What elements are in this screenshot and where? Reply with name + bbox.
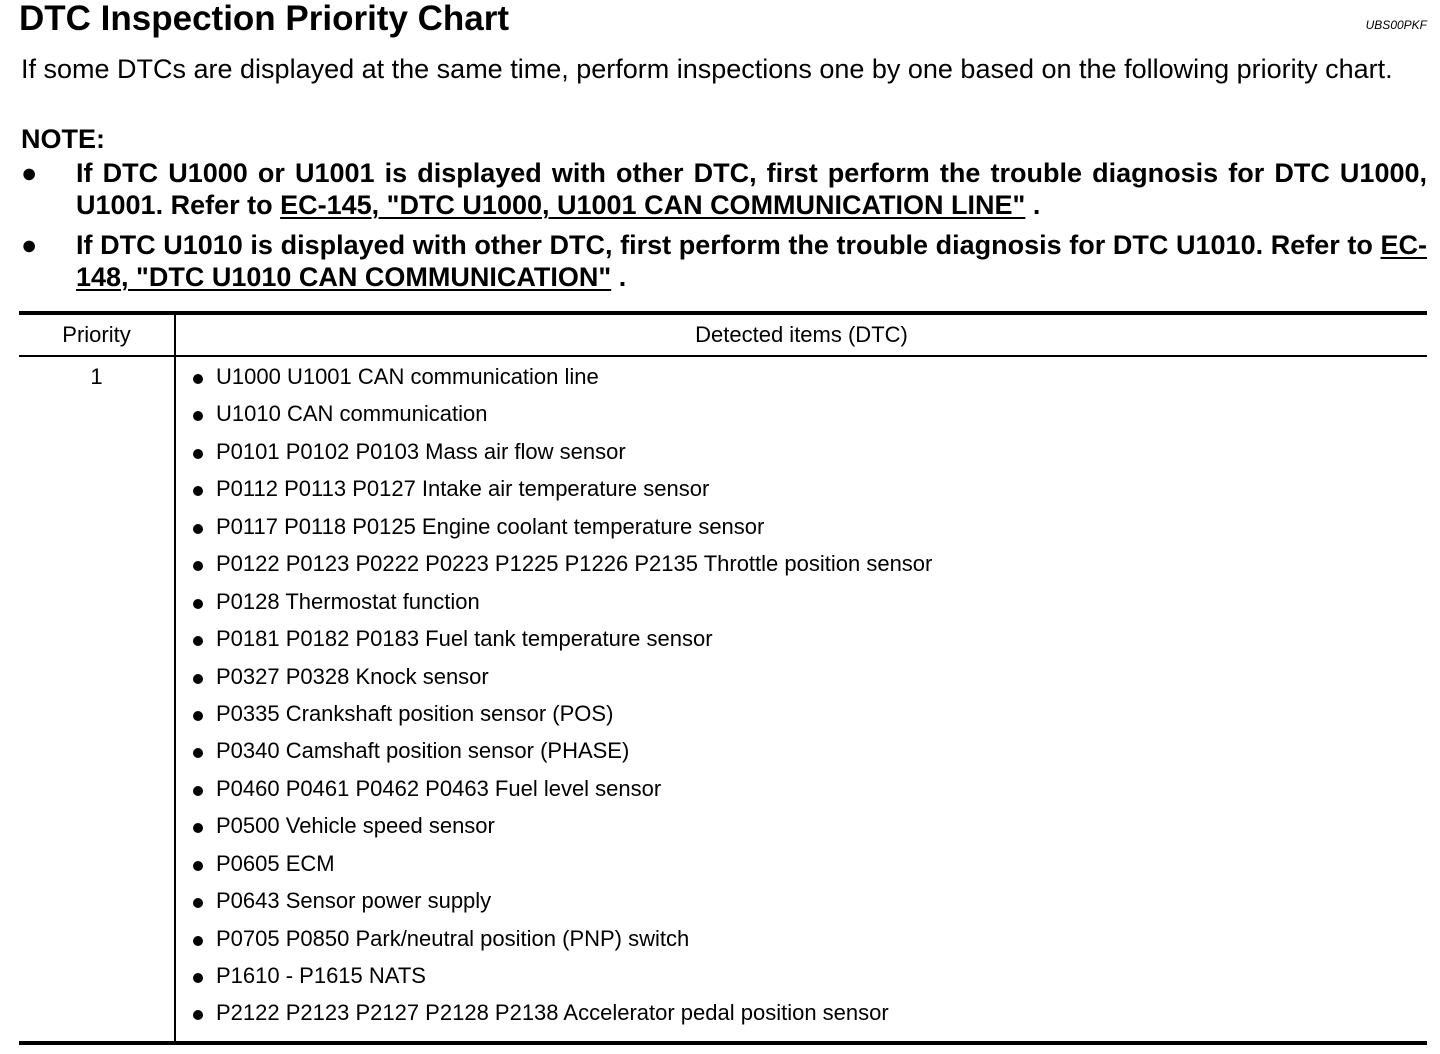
bullet-icon bbox=[193, 898, 203, 908]
note-text: If DTC U1010 is displayed with other DTC, first perform the trouble diagnosis for DTC U1010. Refer to bbox=[76, 230, 1381, 260]
bullet-icon: ● bbox=[21, 158, 38, 188]
document-code: UBS00PKF bbox=[1365, 18, 1427, 32]
intro-paragraph: If some DTCs are displayed at the same time, perform inspections one by one based on the following priority chart. bbox=[21, 54, 1393, 84]
dtc-list-item bbox=[176, 850, 1427, 887]
bullet-icon bbox=[193, 1010, 203, 1020]
dtc-item-label: U1010 CAN communication bbox=[216, 401, 488, 427]
dtc-item-label: P0460 P0461 P0462 P0463 Fuel level sensor bbox=[216, 775, 662, 801]
bullet-icon bbox=[193, 561, 203, 571]
dtc-list-item bbox=[176, 438, 1427, 475]
priority-table bbox=[19, 311, 1427, 1045]
dtc-item-label: P0335 Crankshaft position sensor (POS) bbox=[216, 700, 614, 726]
note-list bbox=[21, 157, 1427, 301]
bullet-icon bbox=[193, 636, 203, 646]
dtc-list-item bbox=[176, 999, 1427, 1036]
note-text-end: . bbox=[611, 262, 627, 292]
bullet-icon bbox=[193, 823, 203, 833]
bullet-icon bbox=[193, 973, 203, 983]
page-title: DTC Inspection Priority Chart bbox=[19, 0, 510, 38]
note-text-end: . bbox=[1025, 190, 1041, 220]
bullet-icon bbox=[193, 748, 203, 758]
dtc-list-item bbox=[176, 737, 1427, 774]
dtc-list-item bbox=[176, 400, 1427, 437]
note-text: If DTC U1000 or U1001 is displayed with other DTC, first perform the trouble diagnosis for DTC U1000, U1001. Refer to bbox=[76, 158, 1427, 220]
dtc-list-item bbox=[176, 812, 1427, 849]
priority-cell: 1 bbox=[19, 357, 176, 1041]
dtc-item-label: P0605 ECM bbox=[216, 850, 335, 876]
reference-link-ec-145[interactable]: EC-145, "DTC U1000, U1001 CAN COMMUNICATION LINE" bbox=[280, 190, 1026, 220]
dtc-item-label: P0181 P0182 P0183 Fuel tank temperature sensor bbox=[216, 626, 713, 652]
dtc-item-label: P0122 P0123 P0222 P0223 P1225 P1226 P2135 Throttle position sensor bbox=[216, 551, 933, 577]
bullet-icon bbox=[193, 486, 203, 496]
dtc-item-label: P0500 Vehicle speed sensor bbox=[216, 813, 495, 839]
dtc-list-item bbox=[176, 588, 1427, 625]
dtc-item-label: P0112 P0113 P0127 Intake air temperature sensor bbox=[216, 476, 710, 502]
dtc-item-label: P0643 Sensor power supply bbox=[216, 888, 492, 914]
dtc-item-label: P0327 P0328 Knock sensor bbox=[216, 663, 489, 689]
dtc-item-label: P0705 P0850 Park/neutral position (PNP) switch bbox=[216, 925, 690, 951]
dtc-list-item bbox=[176, 962, 1427, 999]
bullet-icon bbox=[193, 449, 203, 459]
priority-column-header: Priority bbox=[19, 315, 176, 355]
dtc-list-item bbox=[176, 700, 1427, 737]
dtc-list-item bbox=[176, 550, 1427, 587]
note-item bbox=[21, 157, 1427, 221]
dtc-item-label: P2122 P2123 P2127 P2128 P2138 Accelerator pedal position sensor bbox=[216, 1000, 889, 1026]
note-heading: NOTE: bbox=[21, 124, 105, 154]
bullet-icon bbox=[193, 599, 203, 609]
dtc-list-item bbox=[176, 513, 1427, 550]
dtc-list-item bbox=[176, 663, 1427, 700]
dtc-list-item bbox=[176, 775, 1427, 812]
dtc-list-item bbox=[176, 475, 1427, 512]
detected-items-cell bbox=[176, 357, 1427, 1041]
dtc-list-item bbox=[176, 625, 1427, 662]
dtc-item-label: P1610 - P1615 NATS bbox=[216, 963, 426, 988]
bullet-icon: ● bbox=[21, 230, 38, 260]
bullet-icon bbox=[193, 861, 203, 871]
reference-link-ec-148[interactable]: EC-148, "DTC U1010 CAN COMMUNICATION" bbox=[76, 230, 1427, 292]
dtc-item-label: P0128 Thermostat function bbox=[216, 588, 480, 614]
table-header bbox=[19, 315, 1427, 357]
detected-items-column-header: Detected items (DTC) bbox=[695, 322, 908, 347]
dtc-item-label: U1000 U1001 CAN communication line bbox=[216, 364, 599, 389]
bullet-icon bbox=[193, 524, 203, 534]
bullet-icon bbox=[193, 674, 203, 684]
dtc-item-label: P0117 P0118 P0125 Engine coolant temperature sensor bbox=[216, 513, 765, 539]
dtc-item-label: P0340 Camshaft position sensor (PHASE) bbox=[216, 738, 630, 764]
dtc-list-item bbox=[176, 925, 1427, 962]
bullet-icon bbox=[193, 936, 203, 946]
bullet-icon bbox=[193, 786, 203, 796]
note-item bbox=[21, 229, 1427, 293]
bullet-icon bbox=[193, 411, 203, 421]
bullet-icon bbox=[193, 711, 203, 721]
dtc-item-label: P0101 P0102 P0103 Mass air flow sensor bbox=[216, 438, 626, 464]
bullet-icon bbox=[193, 374, 203, 384]
dtc-list-item bbox=[176, 887, 1427, 924]
dtc-list-item bbox=[176, 363, 1427, 400]
table-row bbox=[19, 357, 1427, 1041]
